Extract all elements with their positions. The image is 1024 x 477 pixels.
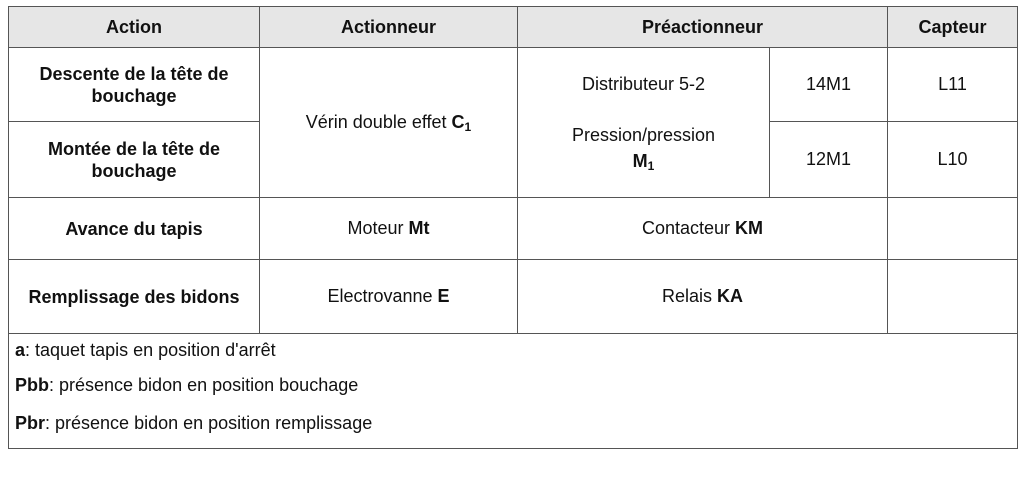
action-cell: Remplissage des bidons [9,260,260,334]
actionneur-bold: E [437,286,450,306]
action-cell: Avance du tapis [9,198,260,260]
note-key: Pbb [15,375,49,395]
note-text: : présence bidon en position remplissage [45,413,373,433]
header-preactionneur: Préactionneur [518,7,888,48]
capteur-cell: L11 [888,48,1018,122]
actionneur-text: Vérin double effet [305,111,452,132]
actionneur-cell [260,260,518,334]
preactionneur-cell [518,260,888,334]
actuator-table [8,6,1018,449]
header-actionneur: Actionneur [260,7,518,48]
distributeur-line2: Pression/pression [571,124,716,145]
notes-cell [9,334,1018,449]
header-action: Action [9,7,260,48]
actionneur-cell [260,198,518,260]
preactionneur-bold: KM [735,218,764,238]
table-row [9,260,1018,334]
capteur-cell [888,198,1018,260]
distributeur-bold: M [632,150,648,171]
distributeur-line1: Distributeur 5-2 [518,48,770,122]
actionneur-cell [260,48,518,198]
note-key: Pbr [15,413,46,433]
header-row [9,7,1018,48]
note-key: a [15,340,26,360]
actuator-table-container [8,6,1017,449]
notes-row [9,334,1018,449]
table-row [9,198,1018,260]
note-text: : présence bidon en position bouchage [49,375,359,395]
preactionneur-bold: KA [717,286,744,306]
preactionneur-cell [518,198,888,260]
table-row [9,48,1018,122]
actionneur-bold: C [451,111,465,132]
distributeur-sub: 1 [647,158,655,173]
actionneur-text: Electrovanne [327,286,438,306]
note-line [15,404,1011,442]
action-cell: Montée de la tête de bouchage [9,122,260,198]
action-cell: Descente de la tête de bouchage [9,48,260,122]
capteur-cell: L10 [888,122,1018,198]
actionneur-sub: 1 [464,119,472,134]
preactionneur-code: 14M1 [770,48,888,122]
actionneur-text: Moteur [347,218,409,238]
note-line [15,366,1011,404]
distributeur-line2-cell [518,122,770,198]
note-text: : taquet tapis en position d'arrêt [25,340,276,360]
preactionneur-text: Contacteur [641,218,736,238]
preactionneur-code: 12M1 [770,122,888,198]
actionneur-bold: Mt [408,218,430,238]
header-capteur: Capteur [888,7,1018,48]
preactionneur-text: Relais [661,286,718,306]
capteur-cell [888,260,1018,334]
note-line [15,334,1011,366]
